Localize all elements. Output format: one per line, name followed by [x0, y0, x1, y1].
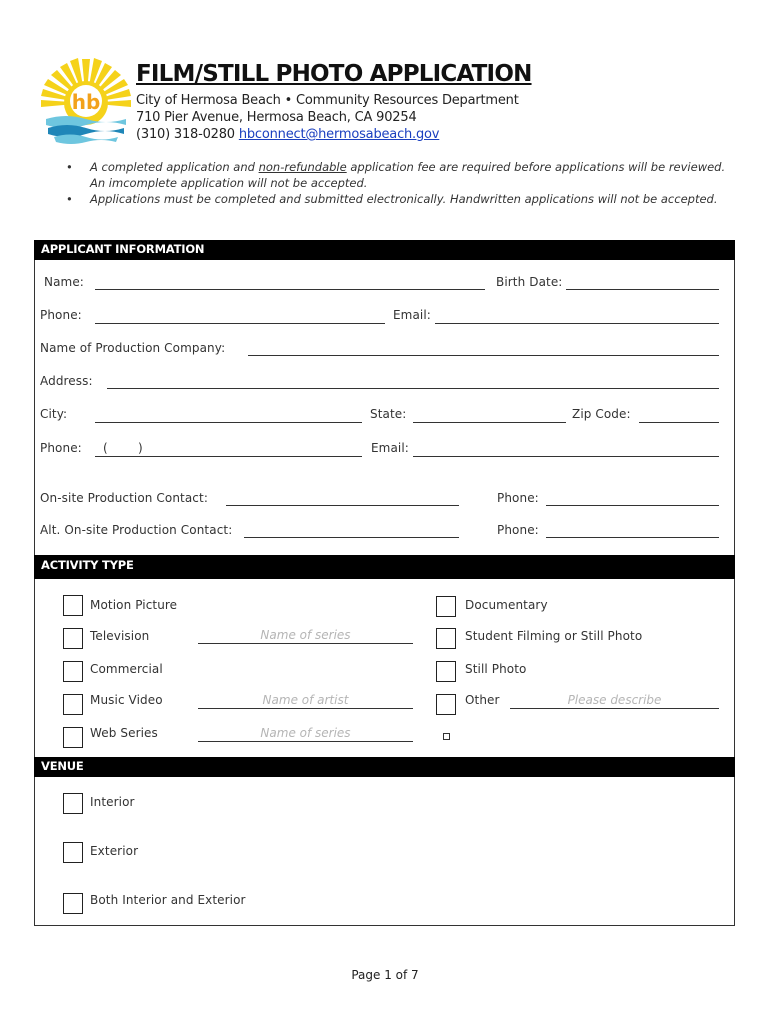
onsite-contact-field[interactable] — [226, 505, 459, 506]
onsite-contact-label: On-site Production Contact: — [40, 491, 208, 505]
org-address: 710 Pier Avenue, Hermosa Beach, CA 90254 — [136, 110, 417, 125]
stray-checkbox-mark — [443, 733, 450, 740]
alt-phone-label: Phone: — [497, 523, 539, 537]
other-checkbox[interactable] — [436, 694, 456, 715]
zip-field[interactable] — [639, 422, 719, 423]
motion-picture-label: Motion Picture — [90, 598, 178, 612]
other-label: Other — [465, 693, 500, 707]
email-label: Email: — [393, 308, 431, 322]
interior-checkbox[interactable] — [63, 793, 83, 814]
org-name: City of Hermosa Beach • Community Resources Department — [136, 93, 519, 108]
music-video-artist-field[interactable] — [198, 708, 413, 709]
birth-date-field[interactable] — [566, 289, 719, 290]
phone2-field[interactable] — [95, 456, 362, 457]
interior-label: Interior — [90, 795, 135, 809]
television-label: Television — [90, 629, 150, 643]
motion-picture-checkbox[interactable] — [63, 595, 83, 616]
instructions — [66, 160, 726, 209]
documentary-checkbox[interactable] — [436, 596, 456, 617]
onsite-phone-label: Phone: — [497, 491, 539, 505]
state-label: State: — [370, 407, 407, 421]
address-field[interactable] — [107, 388, 719, 389]
section-activity-heading: ACTIVITY TYPE — [34, 555, 735, 579]
name-field[interactable] — [95, 289, 485, 290]
area-code-close: ) — [138, 441, 143, 455]
org-phone: (310) 318-0280 — [136, 127, 235, 142]
phone2-label: Phone: — [40, 441, 82, 455]
documentary-label: Documentary — [465, 598, 548, 612]
address-label: Address: — [40, 374, 93, 388]
web-series-placeholder: Name of series — [260, 726, 351, 740]
television-series-placeholder: Name of series — [260, 628, 351, 642]
zip-label: Zip Code: — [572, 407, 631, 421]
alt-contact-label: Alt. On-site Production Contact: — [40, 523, 233, 537]
hermosa-beach-logo — [38, 55, 134, 151]
alt-contact-field[interactable] — [244, 537, 459, 538]
city-field[interactable] — [95, 422, 362, 423]
other-describe-field[interactable] — [510, 708, 719, 709]
instruction-fee: • A completed application and non-refundable application fee are required before applications will be reviewed. An imcomplete application will not be accepted. — [66, 160, 726, 191]
both-venue-checkbox[interactable] — [63, 893, 83, 914]
phone-label: Phone: — [40, 308, 82, 322]
web-series-label: Web Series — [90, 726, 158, 740]
section-applicant-heading: APPLICANT INFORMATION — [34, 240, 735, 260]
still-photo-checkbox[interactable] — [436, 661, 456, 682]
instruction-electronic: • Applications must be completed and submitted electronically. Handwritten applications will not be accepted. — [66, 192, 726, 208]
commercial-checkbox[interactable] — [63, 661, 83, 682]
commercial-label: Commercial — [90, 662, 163, 676]
student-label: Student Filming or Still Photo — [465, 629, 643, 643]
still-photo-label: Still Photo — [465, 662, 527, 676]
section-venue-heading: VENUE — [34, 757, 735, 777]
svg-text:hb: hb — [71, 90, 101, 114]
state-field[interactable] — [413, 422, 566, 423]
org-email-link[interactable]: hbconnect@hermosabeach.gov — [238, 127, 440, 142]
name-label: Name: — [44, 275, 84, 289]
other-describe-placeholder: Please describe — [567, 693, 662, 707]
production-company-field[interactable] — [248, 355, 719, 356]
exterior-checkbox[interactable] — [63, 842, 83, 863]
page-number: Page 1 of 7 — [351, 968, 419, 982]
production-company-label: Name of Production Company: — [40, 341, 226, 355]
music-video-artist-placeholder: Name of artist — [262, 693, 349, 707]
exterior-label: Exterior — [90, 844, 139, 858]
birth-date-label: Birth Date: — [496, 275, 563, 289]
both-venue-label: Both Interior and Exterior — [90, 893, 246, 907]
onsite-phone-field[interactable] — [546, 505, 719, 506]
email2-field[interactable] — [413, 456, 719, 457]
phone-field[interactable] — [95, 323, 385, 324]
contact-line — [136, 127, 439, 142]
email2-label: Email: — [371, 441, 409, 455]
web-series-checkbox[interactable] — [63, 727, 83, 748]
web-series-field[interactable] — [198, 741, 413, 742]
music-video-label: Music Video — [90, 693, 163, 707]
music-video-checkbox[interactable] — [63, 694, 83, 715]
page-title: FILM/STILL PHOTO APPLICATION — [136, 61, 532, 87]
email-field[interactable] — [435, 323, 719, 324]
student-checkbox[interactable] — [436, 628, 456, 649]
television-checkbox[interactable] — [63, 628, 83, 649]
city-label: City: — [40, 407, 68, 421]
alt-phone-field[interactable] — [546, 537, 719, 538]
area-code-open: ( — [103, 441, 108, 455]
television-series-field[interactable] — [198, 643, 413, 644]
